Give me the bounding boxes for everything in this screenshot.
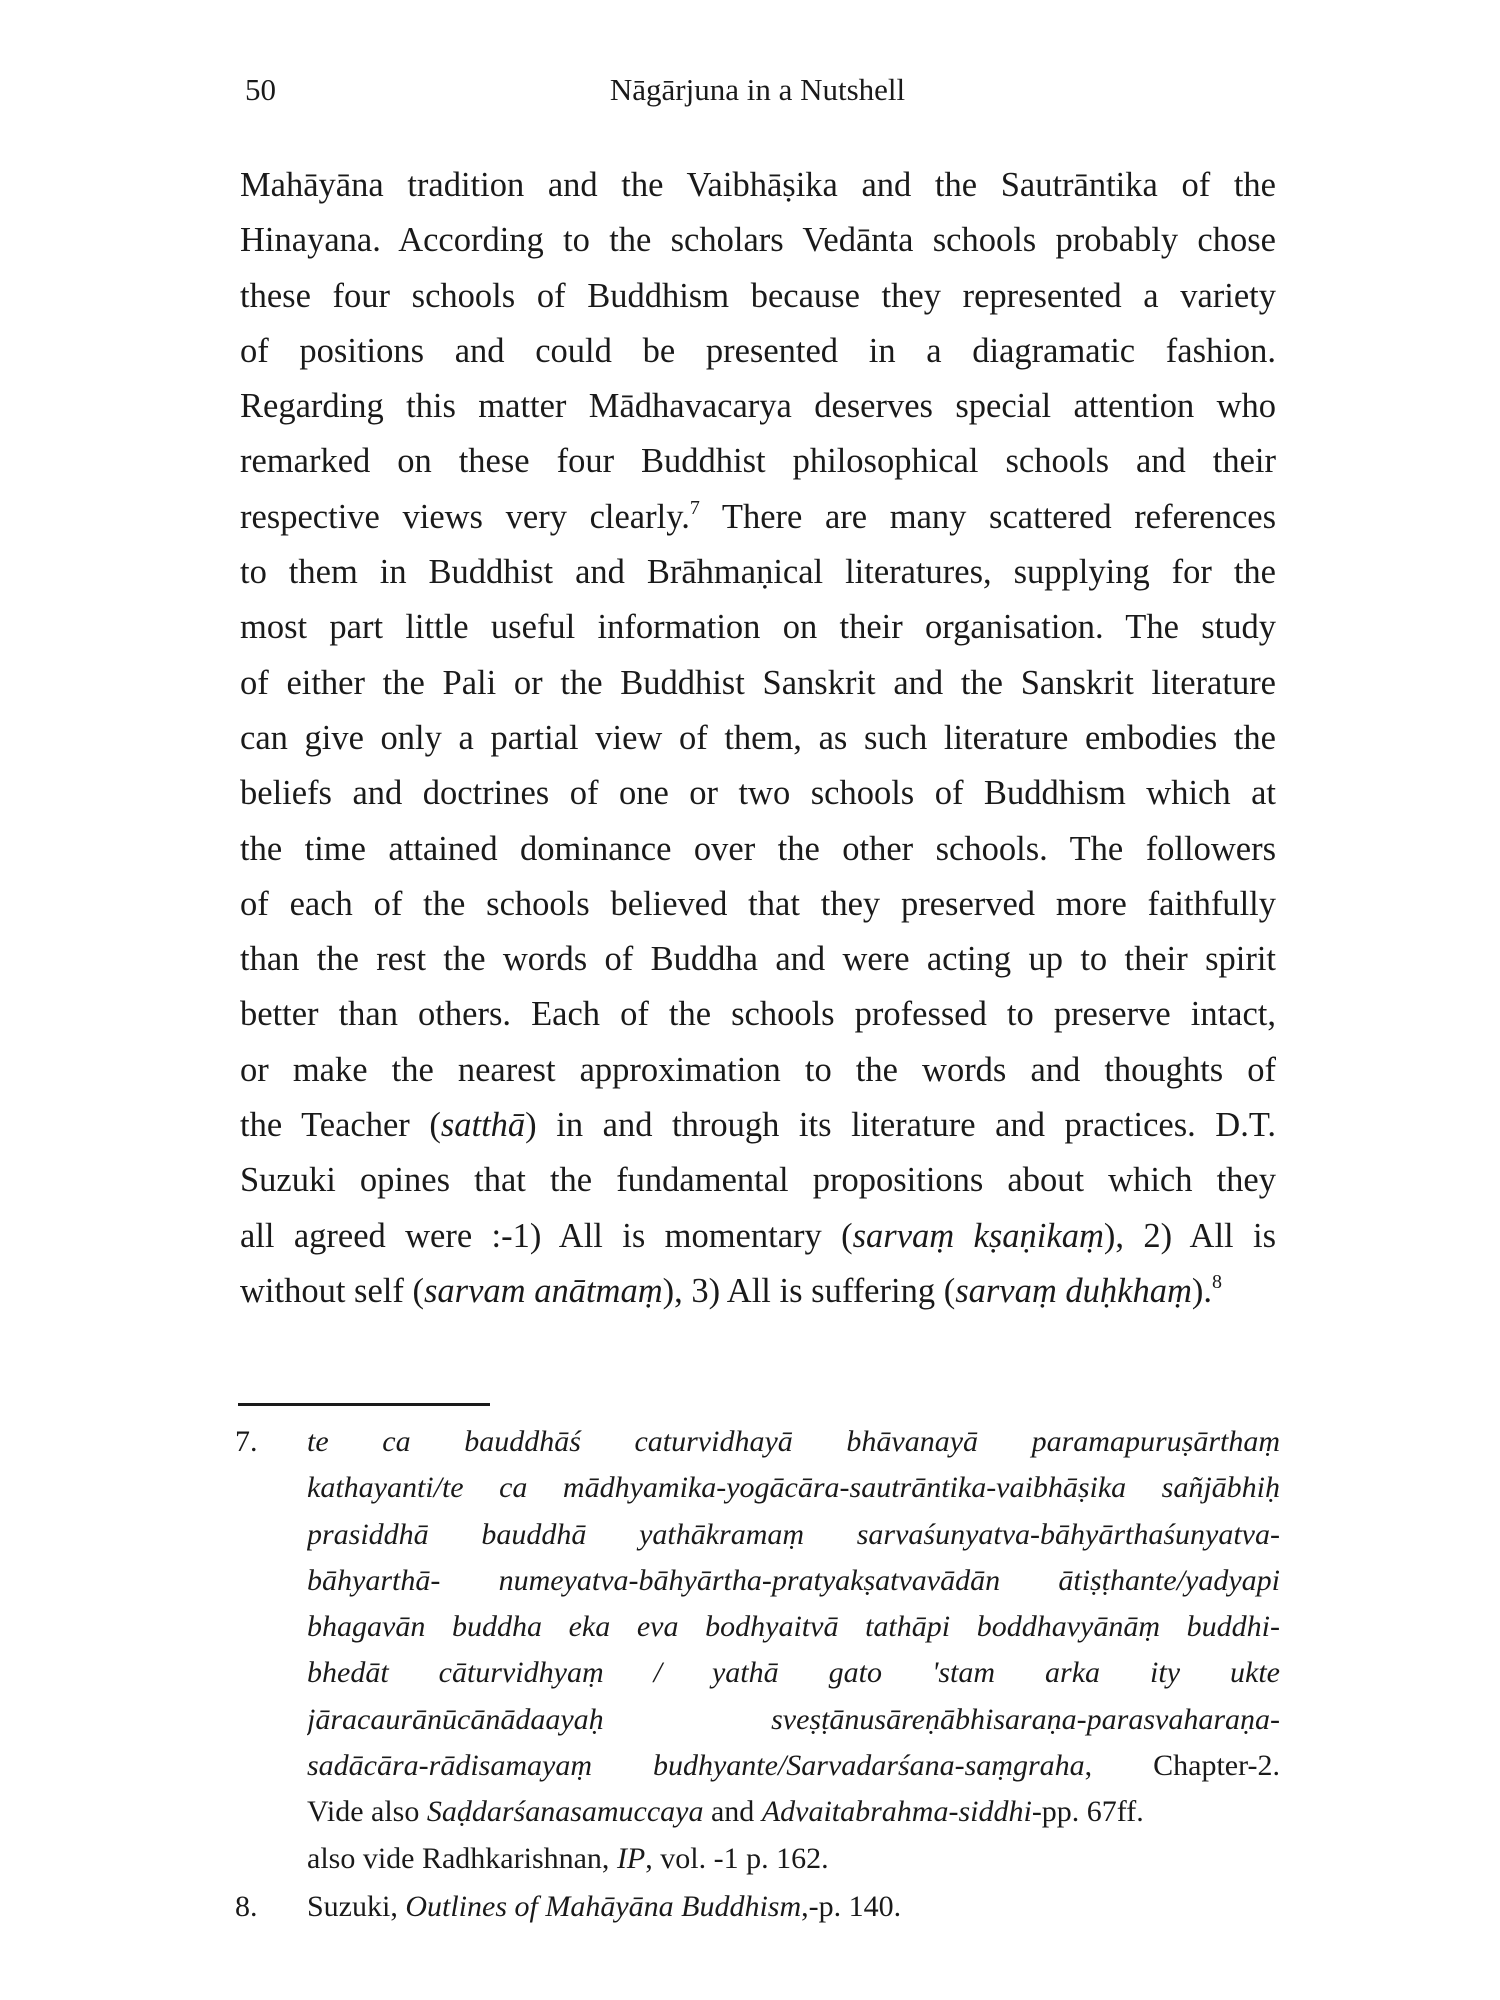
- footnote-line: bhagavān buddha eka eva bodhyaitvā tathāpi boddhavyānāṃ buddhi-: [307, 1610, 1280, 1644]
- body-line: all agreed were :-1) All is momentary (sarvaṃ kṣaṇikaṃ), 2) All is: [240, 1216, 1276, 1255]
- body-line: can give only a partial view of them, as such literature embodies the: [240, 718, 1276, 757]
- footnote-8: [235, 1884, 1280, 1930]
- body-line: beliefs and doctrines of one or two schools of Buddhism which at: [240, 774, 1276, 813]
- body-line: the Teacher (satthā) in and through its literature and practices. D.T.: [240, 1106, 1276, 1145]
- footnotes: [235, 1419, 1280, 1930]
- body-line: Suzuki opines that the fundamental propositions about which they: [240, 1161, 1276, 1200]
- footnote-line: also vide Radhkarishnan, IP, vol. -1 p. 162.: [307, 1841, 829, 1875]
- footnote-line: Suzuki, Outlines of Mahāyāna Buddhism,-p. 140.: [307, 1889, 902, 1923]
- footnote-reference-8: 8: [1212, 1270, 1222, 1293]
- body-paragraph: [240, 158, 1276, 1319]
- footnote-line: prasiddhā bauddhā yathākramaṃ sarvaśunyatva-bāhyārthaśunyatva-: [307, 1517, 1280, 1551]
- footnote-number: 8.: [235, 1889, 258, 1923]
- body-line: of each of the schools believed that they preserved more faithfully: [240, 884, 1276, 923]
- page-header: [245, 72, 1270, 112]
- footnote-line: sadācāra-rādisamayaṃ budhyante/Sarvadarśana-saṃgraha, Chapter-2.: [307, 1749, 1280, 1783]
- body-line: most part little useful information on their organisation. The study: [240, 608, 1276, 647]
- body-line: of positions and could be presented in a diagramatic fashion.: [240, 331, 1276, 370]
- body-line: remarked on these four Buddhist philosophical schools and their: [240, 442, 1276, 481]
- footnote-divider: [238, 1403, 490, 1406]
- footnote-line: jāracaurānūcānādaayaḥ sveṣṭānusāreṇābhisaraṇa-parasvaharaṇa-: [307, 1702, 1280, 1736]
- footnote-reference-7: 7: [689, 496, 700, 519]
- body-line: better than others. Each of the schools professed to preserve intact,: [240, 995, 1276, 1034]
- page-number: 50: [245, 72, 276, 107]
- footnote-line: Vide also Saḍdarśanasamuccaya and Advaitabrahma-siddhi-pp. 67ff.: [307, 1795, 1144, 1829]
- footnote-7: [235, 1419, 1280, 1882]
- body-line: to them in Buddhist and Brāhmaṇical literatures, supplying for the: [240, 553, 1276, 592]
- body-line: without self (sarvam anātmaṃ), 3) All is suffering (sarvaṃ duḥkhaṃ).$^8$: [240, 1270, 1222, 1310]
- running-title: Nāgārjuna in a Nutshell: [609, 72, 906, 107]
- footnote-line: bāhyarthā- numeyatva-bāhyārtha-pratyakṣatvavādān ātiṣṭhante/yadyapi: [307, 1563, 1280, 1597]
- body-line: than the rest the words of Buddha and were acting up to their spirit: [240, 940, 1276, 979]
- italic-term: sarvaṃ kṣaṇikaṃ: [852, 1216, 1104, 1255]
- body-line: Mahāyāna tradition and the Vaibhāṣika and the Sautrāntika of the: [240, 166, 1276, 204]
- footnote-line: bhedāt cāturvidhyaṃ / yathā gato 'stam arka ity ukte: [307, 1656, 1280, 1690]
- footnote-number: 7.: [235, 1425, 258, 1458]
- body-line: or make the nearest approximation to the words and thoughts of: [240, 1050, 1276, 1089]
- footnote-line: te ca bauddhāś caturvidhayā bhāvanayā paramapuruṣārthaṃ: [307, 1425, 1280, 1458]
- italic-term: satthā: [440, 1106, 526, 1145]
- body-line: the time attained dominance over the other schools. The followers: [240, 829, 1276, 868]
- italic-term: sarvaṃ duḥkhaṃ: [955, 1271, 1192, 1310]
- italic-term: sarvam anātmaṃ: [423, 1271, 663, 1310]
- body-line: Hinayana. According to the scholars Vedānta schools probably chose: [240, 221, 1276, 260]
- body-line: Regarding this matter Mādhavacarya deserves special attention who: [240, 387, 1276, 426]
- footnote-line: kathayanti/te ca mādhyamika-yogācāra-sautrāntika-vaibhāṣika sañjābhiḥ: [307, 1471, 1280, 1505]
- body-line: these four schools of Buddhism because they represented a variety: [240, 276, 1276, 315]
- body-line: respective views very clearly.$^7$ There are many scattered references: [240, 496, 1276, 536]
- body-line: of either the Pali or the Buddhist Sanskrit and the Sanskrit literature: [240, 663, 1276, 702]
